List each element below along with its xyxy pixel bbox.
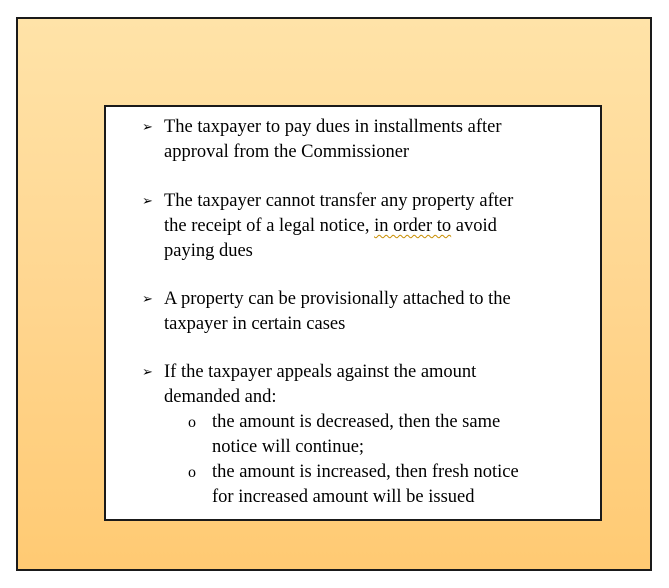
circle-bullet-icon: o <box>188 414 196 431</box>
arrow-bullet-icon: ➢ <box>142 292 153 307</box>
arrow-bullet-icon: ➢ <box>142 194 153 209</box>
bullet-text: If the taxpayer appeals against the amount demanded and: <box>164 362 477 407</box>
sub-item-text: the amount is decreased, then the same notice will continue; <box>212 412 501 457</box>
arrow-bullet-icon: ➢ <box>142 120 153 135</box>
bullet-text <box>164 189 584 264</box>
bullet-text-part: avoid paying dues <box>164 216 497 261</box>
bullet-text: The taxpayer to pay dues in installments after approval from the Commissioner <box>164 117 502 162</box>
circle-bullet-icon: o <box>188 464 196 481</box>
sub-item-text: the amount is increased, then fresh notice for increased amount will be issued <box>212 462 519 507</box>
outer-frame <box>16 17 652 571</box>
arrow-bullet-icon: ➢ <box>142 365 153 380</box>
spellcheck-underlined-phrase[interactable]: in order to <box>374 216 452 236</box>
content-box <box>104 105 602 521</box>
bullet-text: A property can be provisionally attached to the taxpayer in certain cases <box>164 289 511 334</box>
bullet-text-part: The taxpayer cannot transfer any property after the receipt of a legal notice, <box>164 191 514 236</box>
